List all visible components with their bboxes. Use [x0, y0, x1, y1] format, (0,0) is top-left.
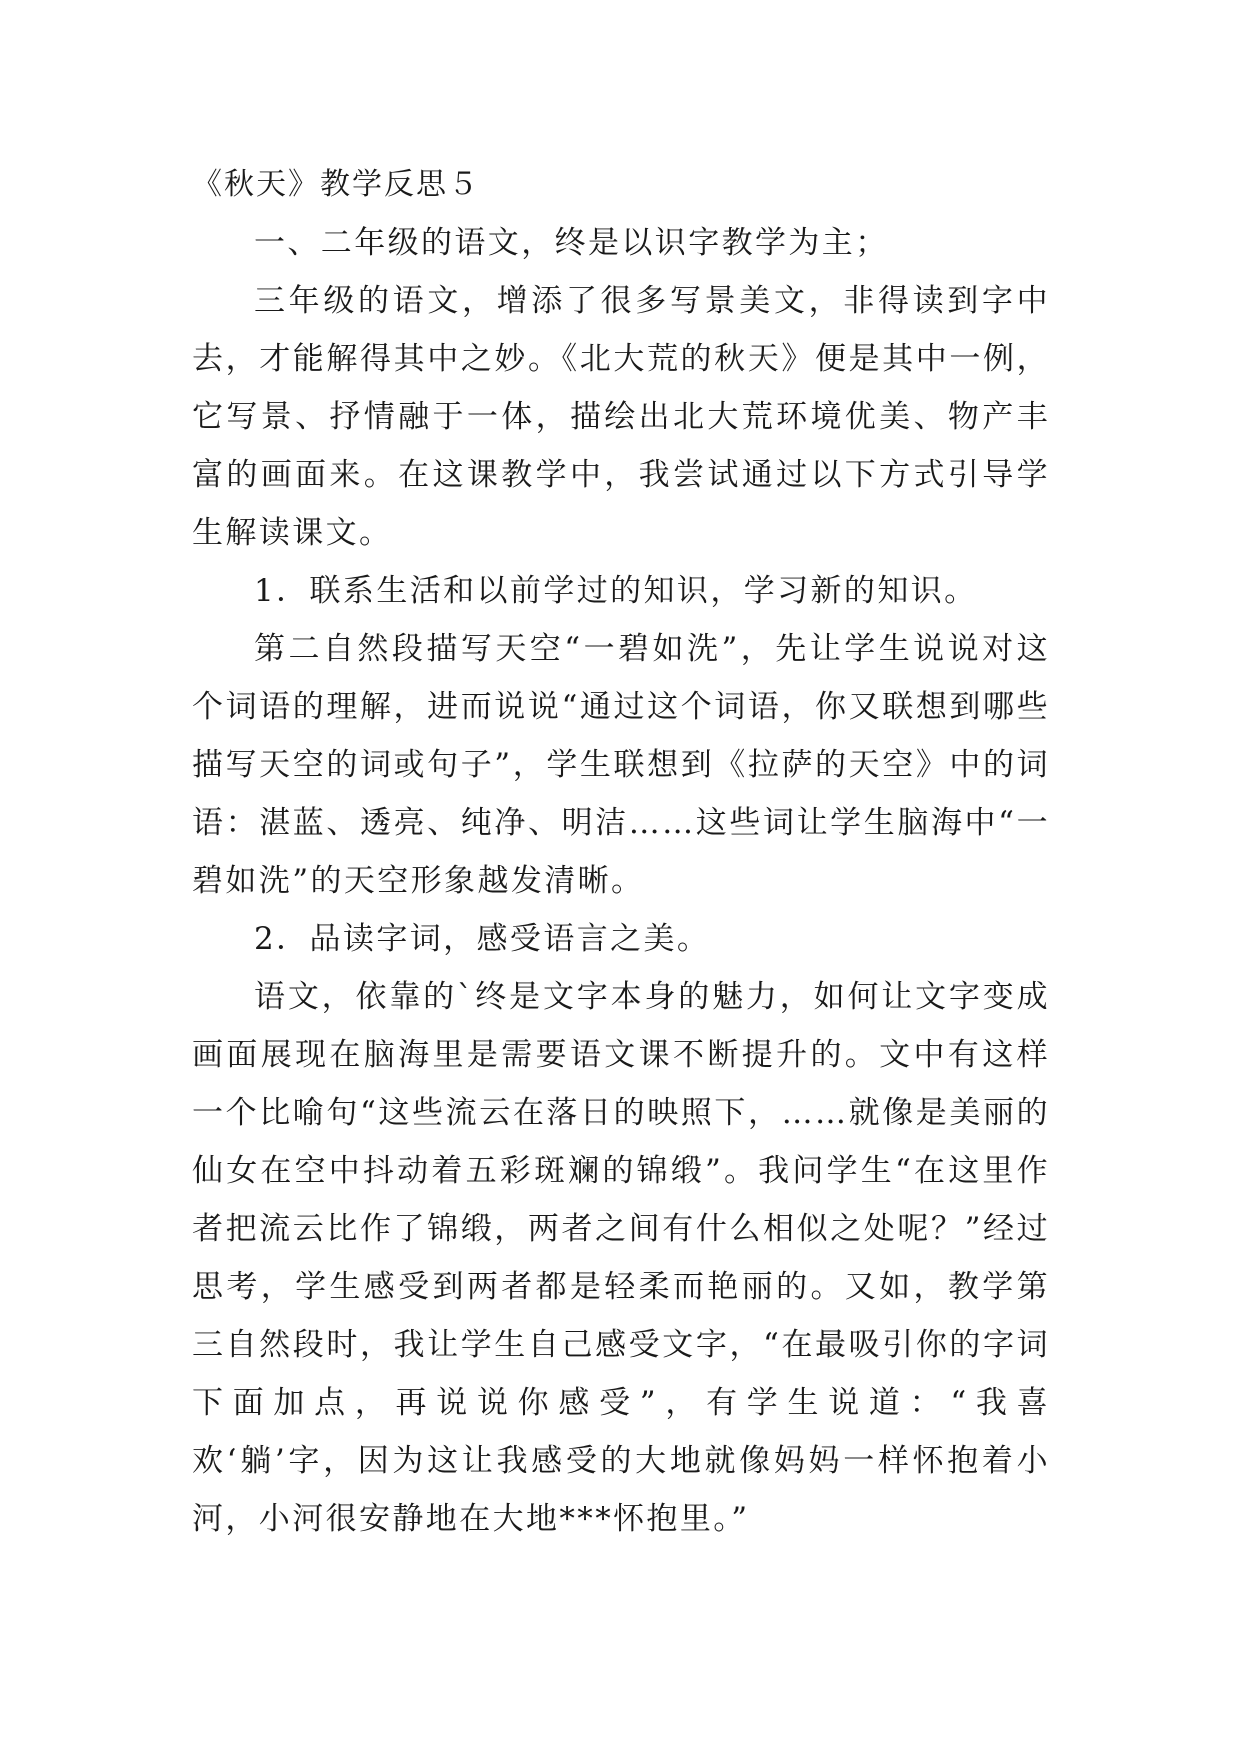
- paragraph-intro: 一、二年级的语文，终是以识字教学为主；: [254, 225, 889, 261]
- paragraph-sky-description: 第二自然段描写天空“一碧如洗”，先让学生说说对这个词语的理解，进而说说“通过这个词语，你又联想到哪些描写天空的词或句子”，学生联想到《拉萨的天空》中的词语：湛蓝、透亮、纯净、明洁……这些词让学生脑海中“一碧如洗”的天空形象越发清晰。: [192, 631, 1050, 899]
- document-body: [192, 156, 1050, 1548]
- paragraph-grade-three: 三年级的语文，增添了很多写景美文，非得读到字中去，才能解得其中之妙。《北大荒的秋天》便是其中一例，它写景、抒情融于一体，描绘出北大荒环境优美、物产丰富的画面来。在这课教学中，我尝试通过以下方式引导学生解读课文。: [192, 283, 1050, 551]
- paragraph-language-beauty: 语文，依靠的`终是文字本身的魅力，如何让文字变成画面展现在脑海里是需要语文课不断提升的。文中有这样一个比喻句“这些流云在落日的映照下，……就像是美丽的仙女在空中抖动着五彩斑斓的锦缎”。我问学生“在这里作者把流云比作了锦缎，两者之间有什么相似之处呢？”经过思考，学生感受到两者都是轻柔而艳丽的。又如，教学第三自然段时，我让学生自己感受文字，“在最吸引你的字词下面加点，再说说你感受”，有学生说道：“我喜欢‘躺’字，因为这让我感受的大地就像妈妈一样怀抱着小河，小河很安静地在大地***怀抱里。”: [192, 979, 1050, 1537]
- paragraph-point-one: 1．联系生活和以前学过的知识，学习新的知识。: [254, 573, 978, 609]
- document-title: 《秋天》教学反思５: [192, 167, 480, 202]
- paragraph-point-two: 2．品读字词，感受语言之美。: [254, 921, 711, 957]
